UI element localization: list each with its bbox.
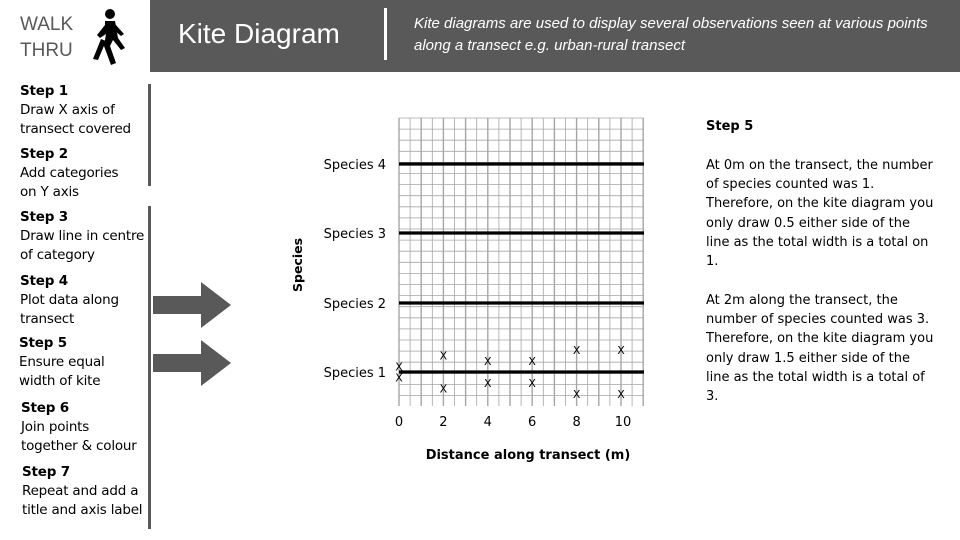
x-axis-label: Distance along transect (m) [425,448,631,463]
page-title: Kite Diagram [178,18,340,49]
step-4-title: Step 4 [20,273,68,289]
data-marker-x: X [572,388,581,402]
header-description: Kite diagrams are used to display several observations seen at various points along a transect e.g. urban-rural transect [414,15,928,54]
step-2-title: Step 2 [20,146,68,162]
category-label-4: Species 4 [323,158,386,173]
step-7-title: Step 7 [22,464,70,480]
data-marker-x: X [439,382,448,396]
x-tick-label: 2 [439,415,448,430]
step-5-title: Step 5 [19,335,67,351]
diagram-grid [399,118,644,406]
x-tick-label: 10 [614,415,632,430]
data-marker-x: X [617,388,625,402]
category-lines [399,164,644,372]
x-tick-label: 4 [483,415,492,430]
data-marker-x: X [439,349,448,363]
data-marker-x: X [617,343,625,357]
step-6-text: Join points together & colour [21,419,137,454]
y-axis-label: Species [290,237,305,292]
x-tick-label: 6 [528,415,537,430]
category-label-2: Species 2 [323,297,386,312]
step-1-text: Draw X axis of transect covered [20,102,131,137]
step-3-title: Step 3 [20,209,68,225]
step-7-text: Repeat and add a title and axis label [22,483,143,518]
x-tick-labels [395,415,631,430]
step-6-title: Step 6 [21,400,69,416]
step-3-text: Draw line in centre of category [20,228,145,263]
data-marker-x: X [395,360,403,374]
category-label-3: Species 3 [323,227,386,242]
category-label-1: Species 1 [323,366,386,381]
x-tick-label: 8 [572,415,581,430]
step-1-title: Step 1 [20,83,68,99]
data-marker-x: X [572,343,581,357]
walk-thru-label: WALK THRU [20,14,74,61]
category-labels [324,158,386,381]
data-marker-x: X [528,354,536,368]
data-marker-x: X [484,354,492,368]
data-marker-x: X [528,377,536,391]
step-4-text: Plot data along transect [20,292,119,327]
data-marker-x: X [395,371,403,385]
data-marker-x: X [484,377,492,391]
note-paragraph-1: At 0m on the transect, the number of species counted was 1. Therefore, on the kite diagram you only draw 0.5 either side of the line as the total width is a total on 1. [706,158,934,270]
notes-heading: Step 5 [706,119,754,134]
step-2-text: Add categories on Y axis [20,165,119,200]
x-tick-label: 0 [394,415,404,430]
note-paragraph-2: At 2m along the transect, the number of species counted was 3. Therefore, on the kite diagram you only draw 1.5 either side of the line as the total width is a total of 3. [706,293,934,405]
step-5-text: Ensure equal width of kite [19,354,105,389]
